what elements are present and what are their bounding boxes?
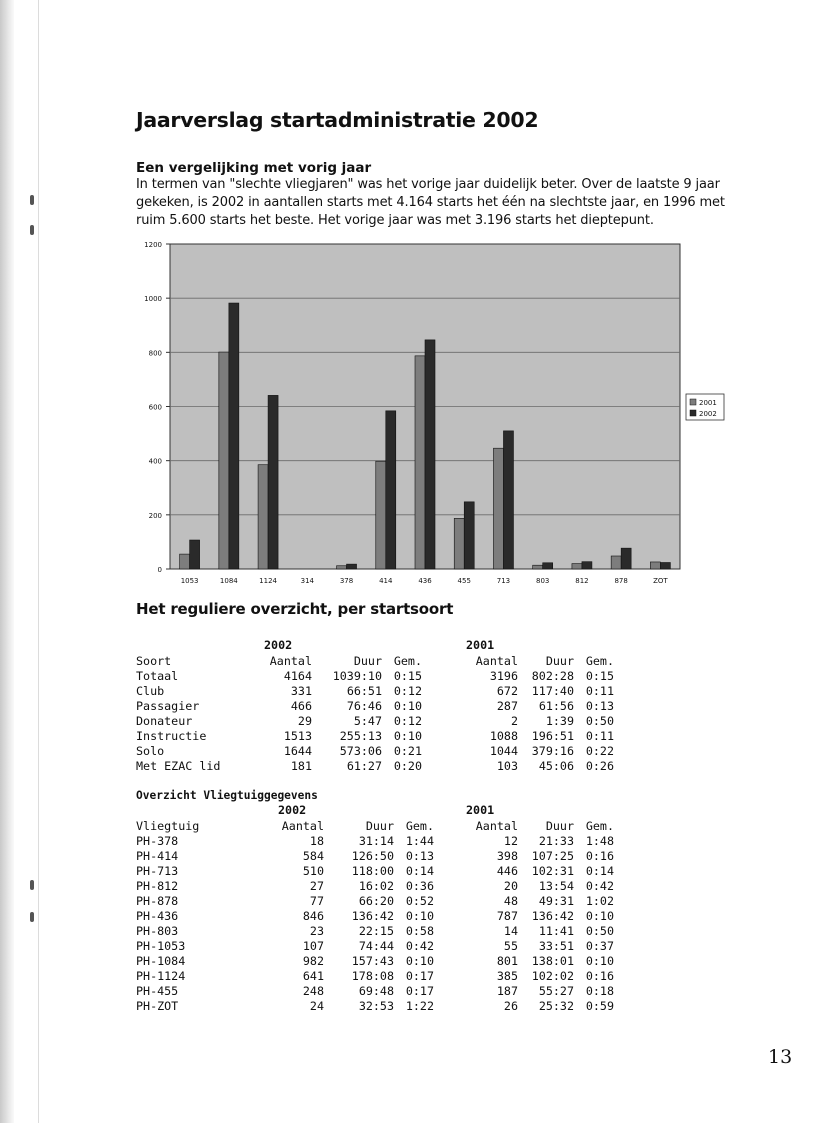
table-cell: 398 (496, 849, 518, 863)
table-cell: PH-878 (136, 894, 179, 908)
bar-2001-1124 (258, 465, 268, 569)
table-cell: 510 (302, 864, 324, 878)
x-tick-label: 713 (496, 577, 511, 585)
table-cell: 0:42 (405, 939, 434, 953)
table-cell: 55:27 (538, 984, 574, 998)
table-cell: 2 (510, 714, 518, 728)
startsoort-table (136, 654, 614, 774)
table-cell: 385 (496, 969, 518, 983)
table-cell: 107:25 (531, 849, 574, 863)
bar-2001-436 (415, 356, 425, 569)
table-row (136, 939, 614, 954)
binding-mark (30, 225, 34, 235)
table-header-cell: Aantal (475, 819, 518, 833)
x-tick-label: 1124 (259, 577, 277, 585)
table-cell: 22:15 (358, 924, 394, 938)
y-tick-label: 1200 (144, 241, 162, 249)
page-number: 13 (768, 1046, 793, 1068)
table-cell: PH-455 (136, 984, 179, 998)
table-cell: 21:33 (538, 834, 574, 848)
bar-2002-436 (425, 340, 435, 569)
table-header-row (136, 819, 614, 834)
table-row (136, 849, 614, 864)
table-cell: 287 (496, 699, 518, 713)
table-cell: 982 (302, 954, 324, 968)
table-header-cell: Duur (545, 819, 574, 833)
table-cell: 118:00 (351, 864, 394, 878)
bar-2002-455 (464, 502, 474, 569)
table-header-cell: Duur (545, 654, 574, 668)
table-row (136, 744, 614, 759)
table-cell: 25:32 (538, 999, 574, 1013)
table-row (136, 894, 614, 909)
table-header-cell: Gem. (405, 819, 434, 833)
table-cell: Met EZAC lid (136, 759, 221, 773)
table-cell: 573:06 (339, 744, 382, 758)
table-cell: 0:16 (585, 849, 614, 863)
table-cell: 107 (302, 939, 324, 953)
table-cell: 0:13 (585, 699, 614, 713)
chart-svg (120, 234, 730, 594)
section-title: Het reguliere overzicht, per startsoort (136, 600, 454, 618)
table-cell: 0:13 (405, 849, 434, 863)
table-row (136, 759, 614, 774)
binding-mark (30, 880, 34, 890)
table-cell: 787 (496, 909, 518, 923)
table-row (136, 669, 614, 684)
bar-2001-378 (337, 566, 347, 569)
y-tick-label: 200 (148, 511, 162, 520)
table-cell: 12 (503, 834, 518, 848)
table-row (136, 969, 614, 984)
table-cell: 0:15 (393, 669, 422, 683)
x-tick-label: 1084 (219, 577, 238, 585)
table-cell: 1044 (489, 744, 518, 758)
table-cell: 33:51 (538, 939, 574, 953)
table-row (136, 879, 614, 894)
table-cell: 0:50 (585, 714, 614, 728)
bar-2002-812 (582, 562, 592, 569)
table-cell: 0:42 (585, 879, 614, 893)
bar-2001-803 (533, 565, 543, 569)
table-cell: 31:14 (358, 834, 394, 848)
table-cell: 4164 (283, 669, 312, 683)
table-cell: 0:22 (585, 744, 614, 758)
x-tick-label: ZOT (653, 577, 668, 585)
aircraft-table-title: Overzicht Vliegtuiggegevens (136, 789, 318, 802)
table-header-cell: Gem. (585, 654, 614, 668)
table-cell: 1:02 (585, 894, 614, 908)
table-row (136, 864, 614, 879)
table-cell: 0:59 (585, 999, 614, 1013)
table-cell: 49:31 (538, 894, 574, 908)
table-cell: Instructie (136, 729, 207, 743)
table-header-cell: Vliegtuig (136, 819, 200, 833)
x-tick-label: 812 (575, 577, 589, 585)
table-cell: 102:02 (531, 969, 574, 983)
table-cell: 0:37 (585, 939, 614, 953)
bar-2002-713 (503, 431, 513, 569)
table-cell: PH-803 (136, 924, 179, 938)
year-label-2001: 2001 (466, 638, 495, 652)
table-cell: 24 (309, 999, 324, 1013)
table-cell: 802:28 (531, 669, 574, 683)
table-cell: PH-436 (136, 909, 179, 923)
table-cell: 1:44 (405, 834, 434, 848)
table-header-cell: Soort (136, 654, 172, 668)
table-row (136, 834, 614, 849)
table-cell: 0:10 (405, 954, 434, 968)
x-tick-label: 455 (457, 577, 471, 585)
table-cell: 1:48 (585, 834, 614, 848)
table-cell: 0:18 (585, 984, 614, 998)
bar-2002-1084 (229, 303, 239, 569)
table-cell: 196:51 (531, 729, 574, 743)
table-cell: PH-378 (136, 834, 179, 848)
table-cell: 0:17 (405, 969, 434, 983)
bar-2002-414 (386, 411, 396, 569)
table-cell: 0:12 (393, 714, 422, 728)
legend-label-2002: 2002 (699, 410, 717, 418)
bar-2001-1084 (219, 352, 229, 569)
y-tick-label: 400 (148, 457, 162, 466)
table-cell: 466 (290, 699, 312, 713)
bar-2002-ZOT (660, 563, 670, 570)
table-cell: 846 (302, 909, 324, 923)
table-cell: 1:22 (405, 999, 434, 1013)
table-cell: 641 (302, 969, 324, 983)
table-cell: 178:08 (351, 969, 394, 983)
x-tick-label: 414 (379, 577, 393, 585)
table-cell: 69:48 (358, 984, 394, 998)
year-label-2002: 2002 (278, 803, 307, 817)
x-tick-label: 436 (418, 577, 432, 585)
legend-swatch-2001 (690, 399, 696, 405)
x-tick-label: 803 (536, 577, 550, 585)
table-cell: 136:42 (351, 909, 394, 923)
table-cell: 0:52 (405, 894, 434, 908)
table-cell: 138:01 (531, 954, 574, 968)
table-cell: 14 (503, 924, 518, 938)
table-cell: 11:41 (538, 924, 574, 938)
table-cell: 0:11 (585, 684, 614, 698)
binding-mark (30, 912, 34, 922)
x-tick-label: 878 (614, 577, 628, 585)
x-tick-label: 378 (339, 577, 354, 585)
table-header-cell: Gem. (585, 819, 614, 833)
table-cell: 181 (290, 759, 312, 773)
bar-2002-1053 (190, 540, 200, 569)
table-cell: Passagier (136, 699, 200, 713)
table-row (136, 714, 614, 729)
table-row (136, 909, 614, 924)
bar-2001-414 (376, 461, 386, 569)
table-cell: 0:12 (393, 684, 422, 698)
table-cell: 0:10 (585, 954, 614, 968)
table-cell: 0:10 (393, 729, 422, 743)
y-tick-label: 600 (148, 403, 162, 412)
table-cell: 331 (290, 684, 312, 698)
year-label-2001: 2001 (466, 803, 495, 817)
table-cell: 13:54 (538, 879, 574, 893)
table-cell: PH-ZOT (136, 999, 179, 1013)
table-cell: 45:06 (538, 759, 574, 773)
bar-2002-878 (621, 548, 631, 569)
table-row (136, 729, 614, 744)
x-tick-label: 314 (300, 577, 314, 585)
bar-2001-713 (493, 448, 503, 569)
bar-2001-878 (611, 556, 621, 569)
table-cell: 0:16 (585, 969, 614, 983)
table-cell: Totaal (136, 669, 179, 683)
table-cell: PH-713 (136, 864, 179, 878)
table-cell: 74:44 (358, 939, 394, 953)
page-title: Jaarverslag startadministratie 2002 (136, 108, 539, 132)
bar-2002-378 (347, 564, 357, 569)
table-cell: 55 (503, 939, 518, 953)
table-cell: 0:58 (405, 924, 434, 938)
table-header-cell: Duur (365, 819, 394, 833)
intro-paragraph: In termen van "slechte vliegjaren" was het vorige jaar duidelijk beter. Over de laatste 9 jaar gekeken, is 2002 in aantallen starts met 4.164 starts het één na slechtste jaar, en 1996 met ruim 5.600 starts het beste. Het vorige jaar was met 3.196 starts het dieptepunt. (136, 177, 725, 228)
table-row (136, 684, 614, 699)
legend-label-2001: 2001 (699, 399, 717, 407)
bar-2001-812 (572, 564, 582, 569)
table-cell: 672 (496, 684, 518, 698)
table-cell: 0:21 (393, 744, 422, 758)
table-cell: 1644 (283, 744, 312, 758)
table-cell: PH-1053 (136, 939, 186, 953)
table-cell: 0:11 (585, 729, 614, 743)
x-tick-label: 1053 (180, 577, 199, 585)
table-cell: 248 (302, 984, 324, 998)
table-cell: 1039:10 (332, 669, 382, 683)
table-cell: 3196 (489, 669, 518, 683)
table-cell: 0:10 (585, 909, 614, 923)
table-cell: 77 (309, 894, 324, 908)
table-cell: 27 (309, 879, 324, 893)
table-cell: 48 (503, 894, 518, 908)
table-cell: 103 (496, 759, 518, 773)
table-header-row (136, 654, 614, 669)
table-cell: PH-1084 (136, 954, 186, 968)
bar-2001-455 (454, 518, 464, 569)
table-cell: 0:14 (405, 864, 434, 878)
table-header-cell: Gem. (393, 654, 422, 668)
legend-swatch-2002 (690, 410, 696, 416)
table-cell: 255:13 (339, 729, 382, 743)
table-header-cell: Duur (353, 654, 382, 668)
table-cell: 446 (496, 864, 518, 878)
table-cell: 0:50 (585, 924, 614, 938)
table-cell: 0:20 (393, 759, 422, 773)
table-cell: 61:27 (346, 759, 382, 773)
table-cell: 0:10 (393, 699, 422, 713)
year-label-2002: 2002 (264, 638, 293, 652)
table-cell: 76:46 (346, 699, 382, 713)
table-row (136, 999, 614, 1014)
table-cell: 0:15 (585, 669, 614, 683)
table-cell: 0:36 (405, 879, 434, 893)
table-cell: 0:26 (585, 759, 614, 773)
bar-chart (120, 234, 730, 594)
table-cell: 126:50 (351, 849, 394, 863)
table-row (136, 924, 614, 939)
bar-2002-803 (543, 563, 553, 569)
aircraft-table (136, 819, 614, 1014)
y-tick-label: 1000 (144, 295, 162, 304)
page-edge-shadow (0, 0, 14, 1123)
bar-2001-ZOT (650, 562, 660, 569)
table-cell: 157:43 (351, 954, 394, 968)
table-cell: 66:51 (346, 684, 382, 698)
table-cell: 584 (302, 849, 324, 863)
bar-2001-1053 (180, 554, 190, 569)
section-subtitle: Een vergelijking met vorig jaar (136, 160, 372, 176)
table-header-cell: Aantal (281, 819, 324, 833)
table-cell: 32:53 (358, 999, 394, 1013)
y-tick-label: 800 (148, 349, 162, 358)
table-cell: PH-1124 (136, 969, 186, 983)
table-cell: 66:20 (358, 894, 394, 908)
table-cell: Solo (136, 744, 165, 758)
table-row (136, 954, 614, 969)
table-cell: 61:56 (538, 699, 574, 713)
table-row (136, 699, 614, 714)
table-cell: 20 (503, 879, 518, 893)
table-cell: Club (136, 684, 165, 698)
table-cell: 117:40 (531, 684, 574, 698)
table-cell: 18 (309, 834, 324, 848)
table-cell: 1:39 (545, 714, 574, 728)
y-tick-label: 0 (157, 566, 162, 574)
table-cell: 102:31 (531, 864, 574, 878)
table-cell: 0:17 (405, 984, 434, 998)
table-cell: 26 (503, 999, 518, 1013)
table-cell: 379:16 (531, 744, 574, 758)
table-cell: 29 (297, 714, 312, 728)
table-cell: 5:47 (353, 714, 382, 728)
table-cell: 187 (496, 984, 518, 998)
table-header-cell: Aantal (269, 654, 312, 668)
table-cell: 23 (309, 924, 324, 938)
table-cell: 16:02 (358, 879, 394, 893)
table-cell: 0:10 (405, 909, 434, 923)
table-cell: 801 (496, 954, 518, 968)
table-cell: 1088 (489, 729, 518, 743)
table-header-cell: Aantal (475, 654, 518, 668)
table-cell: 0:14 (585, 864, 614, 878)
table-cell: 136:42 (531, 909, 574, 923)
table-row (136, 984, 614, 999)
page-margin-line (38, 0, 39, 1123)
binding-mark (30, 195, 34, 205)
table-cell: PH-812 (136, 879, 179, 893)
table-cell: 1513 (283, 729, 312, 743)
bar-2002-1124 (268, 395, 278, 569)
table-cell: PH-414 (136, 849, 179, 863)
table-cell: Donateur (136, 714, 193, 728)
